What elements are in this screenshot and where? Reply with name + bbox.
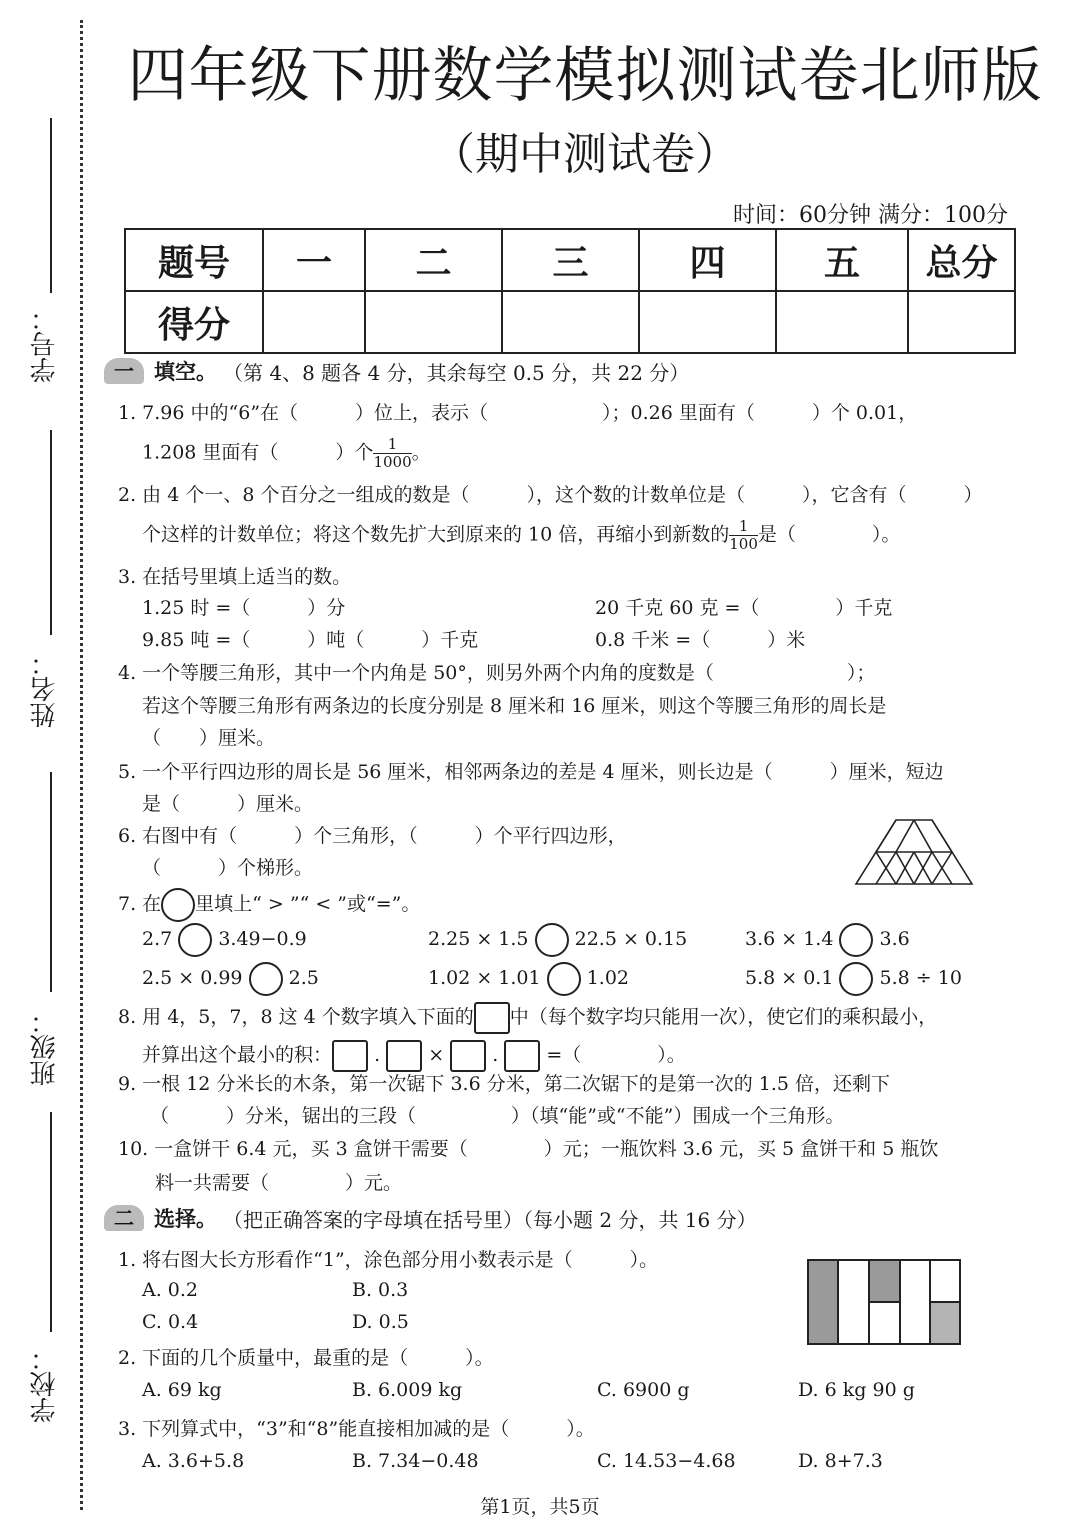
page-title: 四年级下册数学模拟测试卷北师版 [127, 41, 1043, 111]
score-cell[interactable] [502, 291, 639, 353]
q10-line-a: 10. 一盒饼干 6.4 元，买 3 盒饼干需要（ ）元；一瓶饮料 3.6 元，买 5 盒饼干和 5 瓶饮 [118, 1138, 939, 1160]
q9-line-a: 9. 一根 12 分米长的木条，第一次锯下 3.6 分米，第二次锯下的是第一次的 1.5 倍，还剩下 [118, 1073, 891, 1095]
q3-item-4: 0.8 千米 =（ ）米 [595, 629, 806, 651]
answer-circle[interactable] [249, 962, 283, 996]
score-table [124, 228, 1016, 354]
header-cell: 三 [502, 229, 639, 291]
q8-line-a [118, 1002, 937, 1034]
q1-b-text: 1.208 里面有（ ）个 [142, 441, 374, 464]
q4-line-a: 4. 一个等腰三角形，其中一个内角是 50°，则另外两个内角的度数是（ ）； [118, 662, 876, 684]
fraction-numerator: 1 [729, 518, 758, 536]
s2-q1-option[interactable]: B. 0.3 [352, 1279, 409, 1301]
section1-heading [104, 356, 689, 386]
header-cell: 四 [639, 229, 776, 291]
s2-q1-option[interactable]: C. 0.4 [142, 1311, 199, 1333]
s2-q3-line: 3. 下列算式中，“3”和“8”能直接相加减的是（ ）。 [118, 1418, 595, 1440]
q1-line-a: 1. 7.96 中的“6”在（ ）位上，表示（ ）；0.26 里面有（ ）个 0.01， [118, 402, 918, 424]
student-id-line [50, 118, 52, 293]
q3-item-3: 9.85 吨 =（ ）吨（ ）千克 [142, 629, 479, 651]
section2-badge: 二 [104, 1205, 144, 1231]
q7-item [428, 923, 687, 957]
q7-left: 5.8 × 0.1 [745, 967, 834, 989]
q7-right: 22.5 × 0.15 [574, 928, 688, 950]
q10-line-b: 料一共需要（ ）元。 [155, 1172, 403, 1194]
q7-left: 2.5 × 0.99 [142, 967, 243, 989]
fraction-1-1000 [373, 436, 411, 471]
shaded-rectangle-figure [806, 1258, 962, 1346]
compare-circle-icon [161, 888, 195, 922]
header-cell: 题号 [125, 229, 263, 291]
q4-line-b: 若这个等腰三角形有两条边的长度分别是 8 厘米和 16 厘米，则这个等腰三角形的周长是 [142, 695, 887, 717]
answer-circle[interactable] [547, 962, 581, 996]
score-row-label: 得分 [125, 291, 263, 353]
score-cell[interactable] [365, 291, 502, 353]
q9-line-b: （ ）分米，锯出的三段（ ）（填“能”或“不能”）围成一个三角形。 [150, 1105, 845, 1127]
q1-line-b [142, 436, 431, 471]
page-footer: 第1页，共5页 [480, 1496, 600, 1518]
answer-circle[interactable] [535, 923, 569, 957]
q6-line-b: （ ）个梯形。 [142, 857, 314, 879]
s2-q2-option[interactable]: A. 69 kg [142, 1379, 222, 1401]
binding-dotted-line [80, 20, 83, 1510]
q7-left: 2.25 × 1.5 [428, 928, 529, 950]
q7-item [142, 962, 319, 996]
class-label: 班级： [30, 1008, 60, 1086]
name-label: 姓名： [30, 650, 60, 728]
q3-item-1: 1.25 时 =（ ）分 [142, 597, 346, 619]
q8-equals: =（ ）。 [546, 1044, 686, 1066]
q7-left: 1.02 × 1.01 [428, 967, 541, 989]
score-table-header-row [125, 229, 1015, 291]
q7-left: 3.6 × 1.4 [745, 928, 834, 950]
q7-line [118, 888, 420, 922]
s2-q2-option[interactable]: B. 6.009 kg [352, 1379, 463, 1401]
q8-line-b [142, 1040, 686, 1072]
s2-q1-option[interactable]: A. 0.2 [142, 1279, 199, 1301]
header-cell: 总分 [908, 229, 1015, 291]
school-label: 学校： [30, 1345, 60, 1423]
section2-note: （把正确答案的字母填在括号里）（每小题 2 分，共 16 分） [223, 1207, 757, 1232]
section1-badge: 一 [104, 358, 144, 384]
q8-text-b: 中（每个数字均只能用一次），使它们的乘积最小， [509, 1006, 938, 1028]
q2-b-end: 是（ ）。 [757, 523, 901, 546]
q7-right: 5.8 ÷ 10 [879, 967, 962, 989]
fraction-numerator: 1 [373, 436, 411, 454]
times-sign: × [428, 1044, 445, 1066]
q7-right: 2.5 [288, 967, 319, 989]
score-cell[interactable] [263, 291, 365, 353]
q7-item [428, 962, 629, 996]
q7-text-b: 里填上“ > ”“ < ”或“=”。 [195, 893, 421, 915]
q7-text-a: 7. 在 [118, 893, 162, 915]
s2-q1-option[interactable]: D. 0.5 [352, 1311, 409, 1333]
q7-right: 3.6 [879, 928, 910, 950]
name-line [50, 430, 52, 635]
section2-heading [104, 1203, 757, 1233]
s2-q2-option[interactable]: C. 6900 g [597, 1379, 690, 1401]
score-table-score-row [125, 291, 1015, 353]
digit-box[interactable] [450, 1040, 486, 1072]
decimal-point: . [492, 1044, 499, 1066]
section1-note: （第 4、8 题各 4 分，其余每空 0.5 分，共 22 分） [223, 360, 690, 385]
score-cell[interactable] [776, 291, 908, 353]
fraction-denominator: 100 [729, 535, 758, 553]
s2-q2-option[interactable]: D. 6 kg 90 g [798, 1379, 915, 1401]
q2-b-text: 个这样的计数单位；将这个数先扩大到原来的 10 倍，再缩小到新数的 [142, 523, 730, 546]
q7-right: 1.02 [586, 967, 630, 989]
digit-box[interactable] [504, 1040, 540, 1072]
s2-q1-line: 1. 将右图大长方形看作“1”，涂色部分用小数表示是（ ）。 [118, 1249, 659, 1271]
s2-q2-line: 2. 下面的几个质量中，最重的是（ ）。 [118, 1347, 494, 1369]
header-cell: 一 [263, 229, 365, 291]
s2-q3-option[interactable]: D. 8+7.3 [798, 1450, 883, 1472]
q2-line-b [142, 518, 900, 553]
q3-item-2: 20 千克 60 克 =（ ）千克 [595, 597, 893, 619]
class-line [50, 772, 52, 992]
q6-line-a: 6. 右图中有（ ）个三角形，（ ）个平行四边形， [118, 825, 627, 847]
section2-title: 选择。 [154, 1207, 217, 1231]
q3-line: 3. 在括号里填上适当的数。 [118, 566, 352, 588]
q7-left: 2.7 [142, 928, 173, 950]
q5-line-a: 5. 一个平行四边形的周长是 56 厘米，相邻两条边的差是 4 厘米，则长边是（ ）厘米，短边 [118, 761, 944, 783]
q7-item [142, 923, 307, 957]
triangle-figure [852, 818, 976, 888]
q2-line-a: 2. 由 4 个一、8 个百分之一组成的数是（ ），这个数的计数单位是（ ），它含有（ ） [118, 484, 983, 506]
q8-text-c: 并算出这个最小的积： [142, 1044, 333, 1066]
q7-right: 3.49−0.9 [218, 928, 307, 950]
digit-box[interactable] [332, 1040, 368, 1072]
q7-item [745, 923, 910, 957]
fraction-denominator: 1000 [373, 453, 412, 471]
q4-line-c: （ ）厘米。 [142, 727, 276, 749]
digit-box-icon [474, 1002, 510, 1034]
score-cell[interactable] [908, 291, 1015, 353]
section1-title: 填空。 [154, 360, 217, 384]
answer-circle[interactable] [178, 923, 212, 957]
q7-item [745, 962, 962, 996]
answer-circle[interactable] [839, 962, 873, 996]
q8-text-a: 8. 用 4，5，7，8 这 4 个数字填入下面的 [118, 1006, 474, 1028]
exam-time-score: 时间：60分钟 满分：100分 [733, 203, 1008, 228]
school-line [50, 1112, 52, 1332]
header-cell: 五 [776, 229, 908, 291]
q1-b-end: 。 [411, 441, 431, 464]
student-id-label: 学号： [30, 305, 60, 383]
fraction-1-100 [729, 518, 758, 553]
s2-q3-option[interactable]: C. 14.53−4.68 [597, 1450, 736, 1472]
score-cell[interactable] [639, 291, 776, 353]
answer-circle[interactable] [839, 923, 873, 957]
header-cell: 二 [365, 229, 502, 291]
q5-line-b: 是（ ）厘米。 [142, 793, 314, 815]
s2-q3-option[interactable]: B. 7.34−0.48 [352, 1450, 479, 1472]
page-subtitle: （期中测试卷） [431, 129, 739, 180]
s2-q3-option[interactable]: A. 3.6+5.8 [142, 1450, 245, 1472]
digit-box[interactable] [386, 1040, 422, 1072]
decimal-point: . [374, 1044, 381, 1066]
